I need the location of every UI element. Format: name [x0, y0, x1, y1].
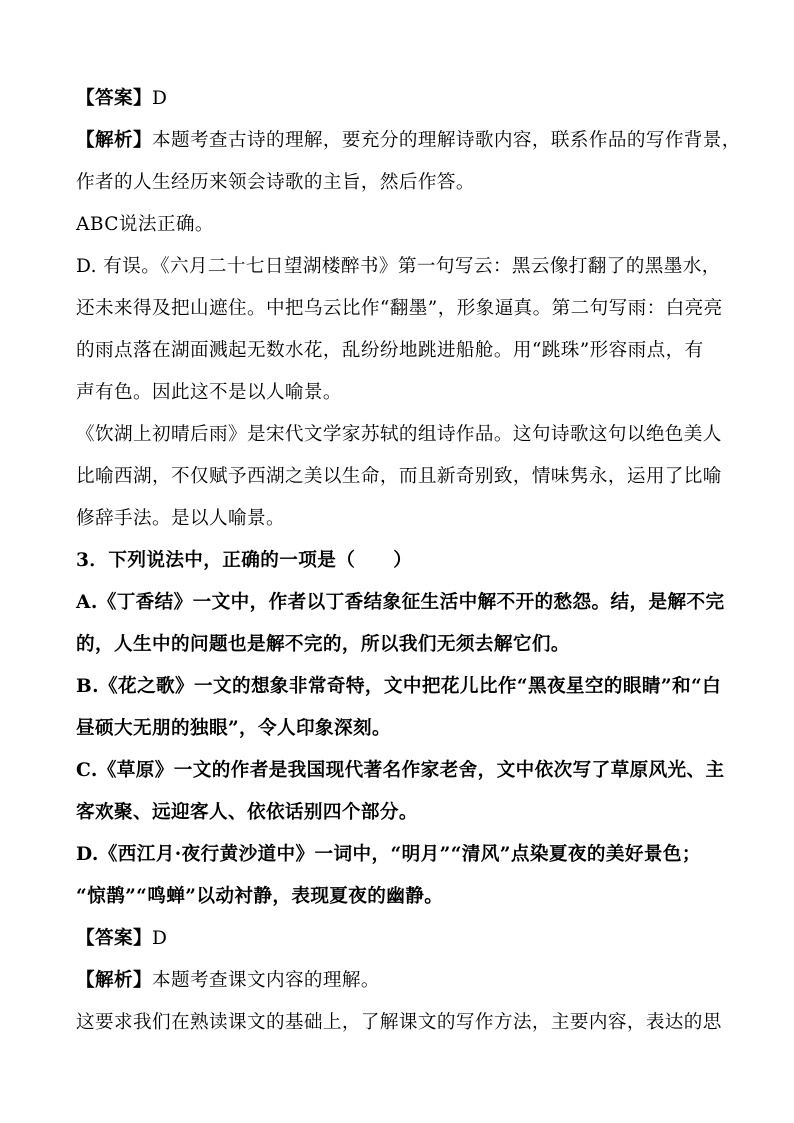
q3-tail-line: 这要求我们在熟读课文的基础上，了解课文的写作方法，主要内容，表达的思 [76, 1012, 722, 1033]
q3-option-line: 客欢聚、远迎客人、依依话别四个部分。 [76, 802, 418, 823]
q3-question: 3．下列说法中，正确的一项是（ ） [76, 550, 413, 571]
analysis-tag: 【解析】 [76, 970, 152, 991]
analysis-tag: 【解析】 [76, 130, 152, 151]
q2-analysis-line-1 [76, 129, 741, 153]
q2-body-line: 修辞手法。是以人喻景。 [76, 508, 285, 529]
answer-value: D [151, 928, 168, 949]
q2-answer-line [76, 87, 726, 111]
q2-body-line: 声有色。因此这不是以人喻景。 [76, 382, 342, 403]
q2-body-line: 比喻西湖，不仅赋予西湖之美以生命，而且新奇别致，情味隽永，运用了比喻 [76, 466, 722, 487]
q3-option-line: D.《西江月·夜行黄沙道中》一词中，“明月”“清风”点染夏夜的美好景色； [76, 844, 701, 865]
answer-value: D [151, 88, 168, 109]
q3-answer-line [76, 927, 726, 951]
q3-option-line: B.《花之歌》一文的想象非常奇特，文中把花儿比作“黑夜星空的眼睛”和“白 [76, 676, 722, 697]
answer-tag: 【答案】 [76, 928, 152, 949]
q3-option-line: 的，人生中的问题也是解不完的，所以我们无须去解它们。 [76, 634, 570, 655]
q3-option-line: A.《丁香结》一文中，作者以丁香结象征生活中解不开的愁怨。结，是解不完 [76, 592, 725, 613]
analysis-text: 本题考查课文内容的理解。 [151, 970, 380, 991]
q2-body-line: 还未来得及把山遮住。中把乌云比作“翻墨”，形象逼真。第二句写雨：白亮亮 [76, 298, 723, 319]
q3-option-line: C.《草原》一文的作者是我国现代著名作家老舍，文中依次写了草原风光、主 [76, 760, 725, 781]
q3-option-line: “惊鹊”“鸣蝉”以动衬静，表现夏夜的幽静。 [76, 886, 444, 907]
q2-analysis-line-2: 作者的人生经历来领会诗歌的主旨，然后作答。 [76, 172, 475, 193]
q3-option-line: 昼硕大无朋的独眼”，令人印象深刻。 [76, 718, 391, 739]
answer-tag: 【答案】 [76, 88, 152, 109]
q2-body-line: 《饮湖上初晴后雨》是宋代文学家苏轼的组诗作品。这句诗歌这句以绝色美人 [76, 424, 722, 445]
q2-body-line: D. 有误。《六月二十七日望湖楼醉书》第一句写云：黑云像打翻了的黑墨水， [76, 256, 721, 277]
q2-body-line: 的雨点落在湖面溅起无数水花，乱纷纷地跳进船舱。用“跳珠”形容雨点，有 [76, 340, 704, 361]
q2-body-line: ABC说法正确。 [76, 214, 214, 235]
q3-analysis-line [76, 969, 726, 993]
analysis-text: 本题考查古诗的理解，要充分的理解诗歌内容，联系作品的写作背景， [151, 130, 741, 151]
